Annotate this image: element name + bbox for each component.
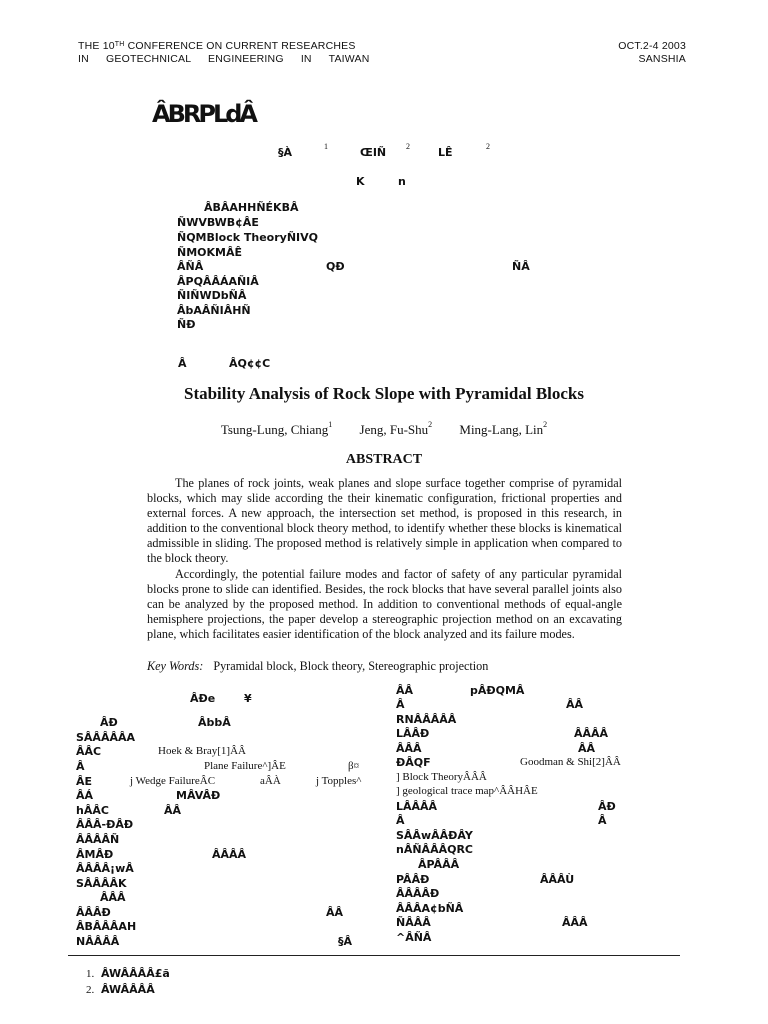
body-right-line: ] geological trace map^ÂÂHÂE [396,785,538,797]
body-right-line: LÂÂÂÂ [396,800,438,813]
running-header-right [618,40,686,66]
keywords-text: Pyramidal block, Block theory, Stereographic projection [213,659,489,673]
body-left-line: Hoek & Bray[1]ÂÂ [158,745,246,757]
body-left-line: j Wedge FailureÂC [130,775,216,787]
body-right-line: Â [598,814,607,827]
cjk-author-3: LÊ [438,146,453,159]
abstract-paragraph-1: The planes of rock joints, weak planes and slope surface together comprise of pyramidal blocks, which may slide according the their kinematic configuration, frictional properties and external forces. A new approach, the intersection set method, is proposed in this research, in addition to the conventional block theory method, to identify whether these blocks is kinematical admissible in sliding. The proposed method is relatively simple in application when compared to the block theory. [147,476,622,566]
author-affiliation-sup: 2 [543,420,548,429]
header-location: SANSHIA [638,53,686,65]
cjk-keywords: ÂQ¢¢C [229,357,271,370]
body-left-line: NÂÂÂÂ [76,935,120,948]
cjk-abstract-line: ÑWVBWB¢ÂE [177,216,259,229]
body-left-line: ÂÂÂ-ÐÂÐ [76,818,134,831]
cjk-author-1: §À [278,146,293,159]
author-2 [360,422,433,437]
body-left-line: β¤ [348,760,360,772]
cjk-abstract-line-right: ÑÂ [512,260,530,273]
header-conference-line: THE 10 [78,40,115,52]
body-right-line: ÂÂ [396,684,414,697]
body-left-line: Plane Failure^]ÂE [204,760,286,772]
cjk-abstract-line: ÑMOKMÂÊ [177,246,243,259]
body-right-line: ÂÂ [566,698,584,711]
author-affiliation-sup: 1 [328,420,333,429]
body-right-line: ÂÂÂ [562,916,588,929]
cjk-keywords-label: Â [178,357,187,370]
author-1 [221,422,332,437]
author-name: Tsung-Lung, Chiang [220,422,329,437]
author-list [0,422,768,438]
body-right-line: ÂÂÂ [396,742,422,755]
body-left-line: ÂÂÂÂÑ [76,833,120,846]
abstract-body [147,476,622,642]
body-right-line: ÂÂÂA¢bÑÂ [396,902,464,915]
keywords-line [147,659,488,674]
footnote-rule [68,955,680,956]
body-left-line: SÂÂÂÂÂA [76,731,136,744]
body-left-line: ÂE [76,775,93,788]
body-left-line: ÂbbÂ [198,716,231,729]
body-right-line: ÂPÂÂÂ [418,858,460,871]
body-right-line: Â [396,698,405,711]
cjk-abstract-heading-b: n [398,175,406,188]
header-conference-rest: CONFERENCE ON CURRENT RESEARCHES [124,40,356,52]
cjk-abstract-line-mid: QÐ [326,260,345,273]
cjk-author-3-sup: 2 [486,142,490,151]
body-right-line: ÂÂ [578,742,596,755]
body-left-line: ÂMÂÐ [76,848,114,861]
body-left-line: ÂÂ [326,906,344,919]
cjk-abstract-heading-a: K [356,175,365,188]
cjk-author-2: ŒIÑ [360,146,387,159]
body-right-line: PÂÂÐ [396,873,430,886]
footnote-text: ÂWÂÂÂÂ [101,983,155,996]
body-left-line: ÂÂ [164,804,182,817]
footnote-number: 2. [86,984,95,996]
body-left-line: hÂÂC [76,804,109,817]
body-left-line: ÂÂÂ [100,891,126,904]
body-right-line: ÂÂÂÂ [574,727,609,740]
cjk-abstract-line: ÂbAÂÑIÂHÑ [177,304,251,317]
body-right-line: RNÂÂÂÂÂ [396,713,457,726]
body-right-line: ÂÂÂÙ [540,873,575,886]
footnote-text: ÂWÂÂÂÂ£ã [101,967,170,980]
cjk-abstract-line: ÂÑÂ [177,260,204,273]
body-left-line: Â [76,760,85,773]
body-left-line: ÂBÂÂÂAH [76,920,137,933]
body-right-line: ÂÐ [598,800,616,813]
keywords-label: Key Words: [147,659,204,673]
header-date: OCT.2-4 2003 [618,40,686,52]
body-left-line: ÂÂÂÂ [212,848,247,861]
body-right-line: pÂÐQMÂ [470,684,525,697]
body-right-line: ] Block TheoryÂÂÂ [396,771,487,783]
cjk-abstract-line: ÑIÑWDbÑÂ [177,289,247,302]
header-field-line: IN GEOTECHNICAL ENGINEERING IN TAIWAN [78,53,370,65]
header-ordinal: TH [114,41,125,48]
paper-title: Stability Analysis of Rock Slope with Pyramidal Blocks [183,384,585,403]
body-left-line: SÂÂÂÂK [76,877,127,890]
abstract-paragraph-2: Accordingly, the potential failure modes and factor of safety of any particular pyramidal blocks prone to slide can identified. Besides, the rock blocks that have several parallel joints also can be analyzed by the proposed method. In addition to conventional methods of equal-angle hemisphere projections, the paper develop a stereographic projection method on an excavating plane, which facilitates easier identification of the block analyzed and its failure modes. [147,566,622,641]
footnote-number: 1. [86,968,95,980]
body-right-line: Goodman & Shi[2]ÂÂ [520,756,621,768]
cjk-abstract-line: ÂPQÂÂÁAÑIÂ [177,275,259,288]
body-left-line: MÂVÂÐ [176,789,221,802]
body-left-line: ÂÂC [76,745,102,758]
body-left-line: ÂÂÂÐ [76,906,111,919]
author-affiliation-sup: 2 [428,420,433,429]
cjk-abstract-line: ÑÐ [177,318,196,331]
body-left-line: ÂÂÂÂ¡wÂ [76,862,134,875]
body-right-line: nÂÑÂÂÂQRC [396,843,473,856]
body-left-line: j Topples^ [316,775,362,787]
cjk-author-1-sup: 1 [324,142,328,151]
section-heading-b: ¥ [244,692,252,705]
body-right-line: LÂÂÐ [396,727,430,740]
body-left-line: §Â [338,935,353,948]
footnote-1 [86,967,170,980]
cjk-author-2-sup: 2 [406,142,410,151]
cjk-title: ÂBRPLdÂ [152,100,255,128]
running-header-left [78,40,370,66]
body-right-line: ^ÂÑÂ [396,931,432,944]
author-name: Ming-Lang, Lin [459,422,544,437]
author-name: Jeng, Fu-Shu [359,422,429,437]
body-left-line: ÂÐ [100,716,118,729]
author-3 [459,422,547,437]
body-right-line: Â [396,814,405,827]
body-left-line: ÂÁ [76,789,94,802]
cjk-abstract-line: ÑQMBlock TheoryÑIVQ [177,231,318,244]
abstract-heading: ABSTRACT [345,452,423,467]
cjk-abstract-line: ÂBÂAHHÑÉKBÂ [204,201,299,214]
body-right-line: ÐÂQF [396,756,431,769]
section-heading-a: ÂÐe [190,692,216,705]
body-right-line: ÑÂÂÂ [396,916,431,929]
body-left-line: aÂÀ [260,775,281,787]
body-right-line: SÂÂwÂÂÐÂY [396,829,473,842]
body-right-line: ÂÂÂÂÐ [396,887,440,900]
footnote-2 [86,983,155,996]
